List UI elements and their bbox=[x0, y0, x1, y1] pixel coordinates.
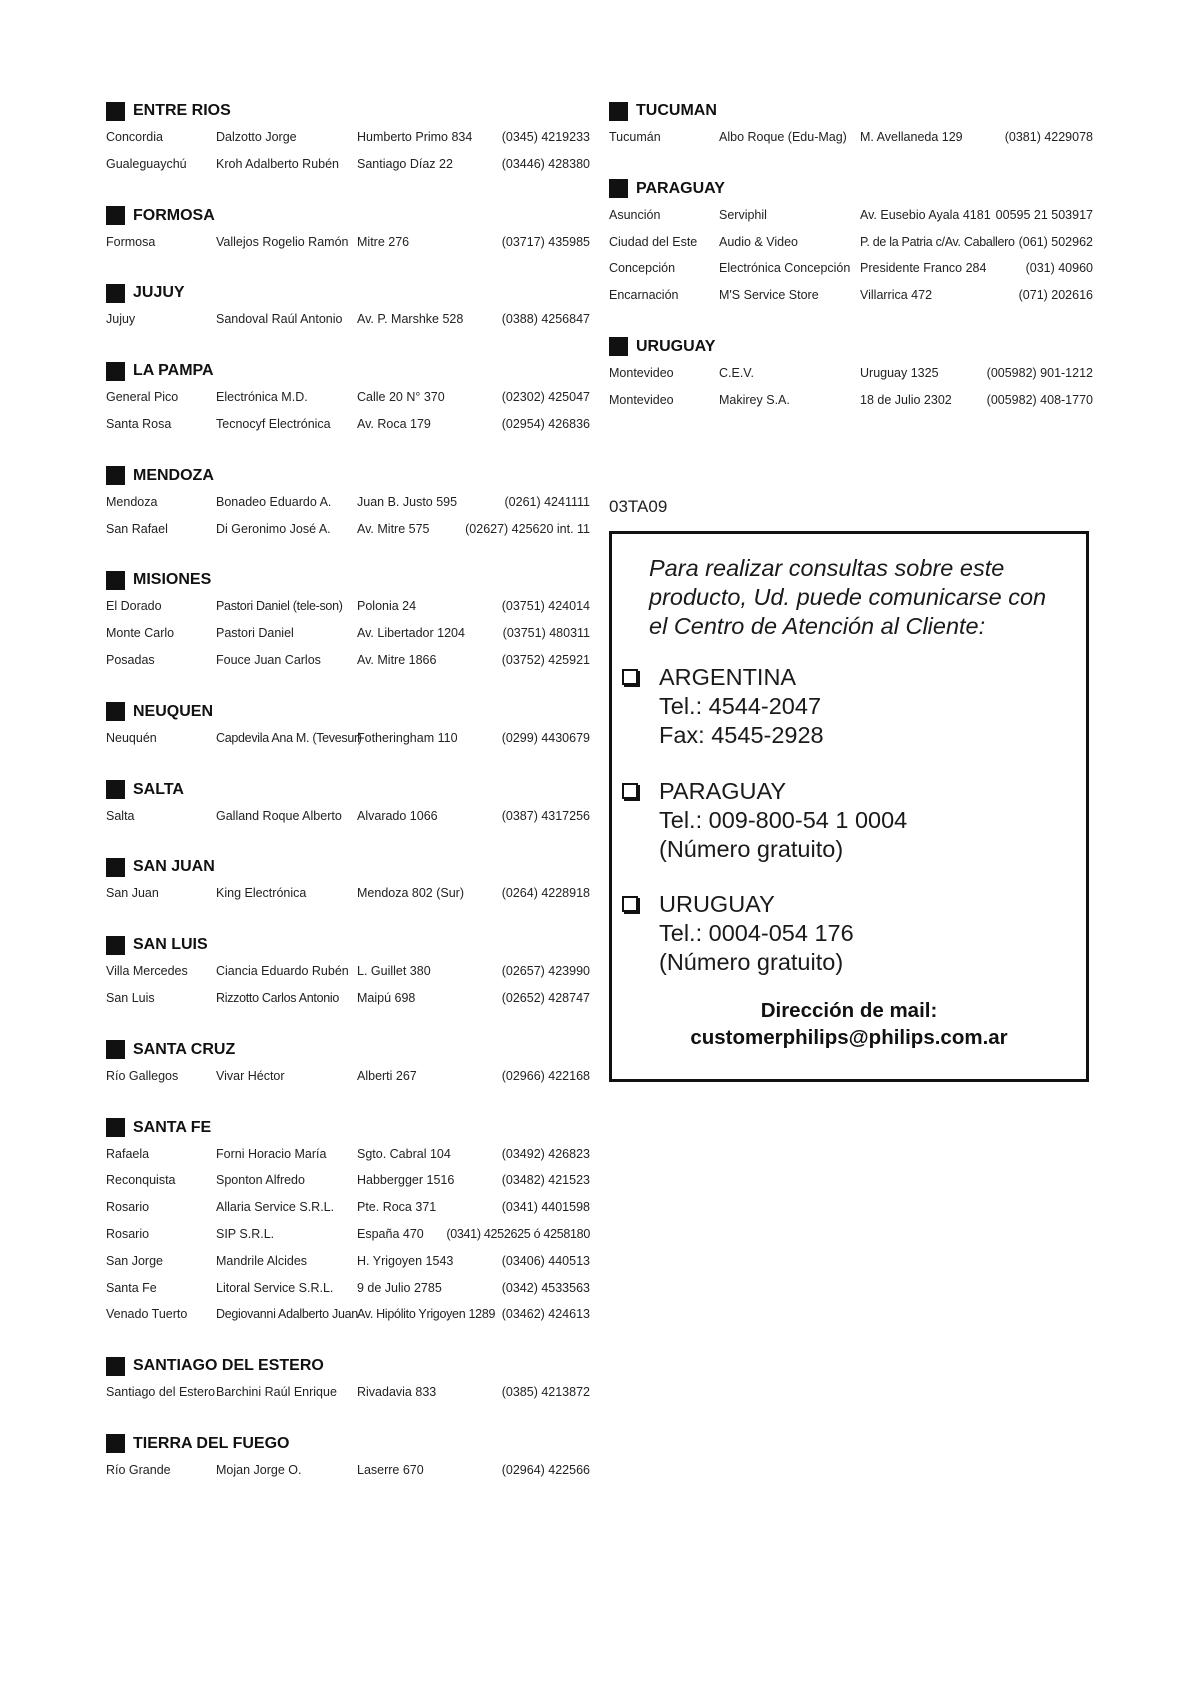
country-line1: Tel.: 0004-054 176 bbox=[659, 920, 854, 946]
square-bullet-icon bbox=[106, 206, 125, 225]
service-name: Electrónica M.D. bbox=[216, 390, 308, 405]
phone: (0264) 4228918 bbox=[501, 886, 590, 901]
section-title: TIERRA DEL FUEGO bbox=[133, 1434, 290, 1452]
section-heading bbox=[106, 934, 590, 956]
country-line1: Tel.: 4544-2047 bbox=[659, 693, 822, 719]
service-name: C.E.V. bbox=[719, 365, 754, 380]
address: Villarrica 472 bbox=[860, 288, 933, 303]
city: Rafaela bbox=[106, 1146, 150, 1161]
service-name: Electrónica Concepción bbox=[719, 261, 851, 276]
phone: (02966) 422168 bbox=[501, 1068, 590, 1083]
address: Av. Mitre 575 bbox=[357, 521, 430, 536]
phone: (03492) 426823 bbox=[501, 1146, 590, 1161]
service-row bbox=[106, 881, 590, 908]
province-section bbox=[106, 100, 590, 179]
address: Av. Libertador 1204 bbox=[357, 626, 465, 641]
square-bullet-icon bbox=[106, 1434, 125, 1453]
address: Alberti 267 bbox=[357, 1068, 417, 1083]
city: Ciudad del Este bbox=[609, 234, 698, 249]
address: Presidente Franco 284 bbox=[860, 261, 987, 276]
phone: (005982) 901-1212 bbox=[986, 365, 1093, 380]
phone: (0261) 4241111 bbox=[504, 494, 590, 509]
city: Montevideo bbox=[609, 365, 674, 380]
phone: (0299) 4430679 bbox=[501, 730, 590, 745]
square-bullet-icon bbox=[106, 702, 125, 721]
province-section bbox=[106, 1433, 590, 1485]
phone: (0388) 4256847 bbox=[501, 312, 590, 327]
service-name: Forni Horacio María bbox=[216, 1146, 327, 1161]
square-bullet-icon bbox=[106, 362, 125, 381]
service-name: Sponton Alfredo bbox=[216, 1173, 305, 1188]
square-bullet-icon bbox=[106, 780, 125, 799]
city: Asunción bbox=[609, 207, 661, 222]
service-name: M'S Service Store bbox=[719, 288, 819, 303]
service-row bbox=[106, 1249, 590, 1276]
square-bullet-icon bbox=[106, 466, 125, 485]
service-row bbox=[106, 1222, 590, 1249]
phone: (071) 202616 bbox=[1018, 288, 1093, 303]
section-title: SAN LUIS bbox=[133, 936, 208, 954]
service-row bbox=[609, 361, 1093, 388]
city: Reconquista bbox=[106, 1173, 176, 1188]
province-section bbox=[106, 856, 590, 908]
section-heading bbox=[106, 1355, 590, 1377]
section-title: SANTIAGO DEL ESTERO bbox=[133, 1357, 324, 1375]
mail-address[interactable]: customerphilips@philips.com.ar bbox=[690, 1026, 1008, 1049]
phone: (03752) 425921 bbox=[501, 652, 590, 667]
address: Calle 20 N° 370 bbox=[357, 390, 445, 405]
square-bullet-icon bbox=[106, 1040, 125, 1059]
service-row bbox=[106, 385, 590, 412]
service-row bbox=[106, 1380, 590, 1407]
city: Concepción bbox=[609, 261, 676, 276]
phone: (0342) 4533563 bbox=[501, 1280, 590, 1295]
section-heading bbox=[106, 1433, 590, 1455]
service-name: Vallejos Rogelio Ramón bbox=[216, 234, 349, 249]
phone: (0381) 4229078 bbox=[1004, 130, 1093, 144]
section-title: NEUQUEN bbox=[133, 702, 214, 720]
city: Mendoza bbox=[106, 494, 158, 509]
phone: (02302) 425047 bbox=[501, 390, 590, 405]
city: Rosario bbox=[106, 1226, 150, 1241]
address: Rivadavia 833 bbox=[357, 1385, 437, 1400]
checkbox-icon bbox=[622, 896, 638, 912]
phone: (005982) 408-1770 bbox=[986, 392, 1093, 407]
service-name: Kroh Adalberto Rubén bbox=[216, 156, 340, 171]
city: San Rafael bbox=[106, 521, 168, 536]
section-title: URUGUAY bbox=[636, 337, 716, 355]
square-bullet-icon bbox=[106, 1118, 125, 1137]
city: Gualeguaychú bbox=[106, 156, 187, 171]
mail-label: Dirección de mail: bbox=[760, 999, 938, 1022]
checkbox-icon bbox=[622, 669, 638, 685]
right-column bbox=[609, 100, 1093, 441]
service-name: King Electrónica bbox=[216, 886, 307, 901]
square-bullet-icon bbox=[106, 858, 125, 877]
service-row bbox=[106, 490, 590, 517]
city: Río Gallegos bbox=[106, 1068, 179, 1083]
section-heading bbox=[106, 779, 590, 801]
city: Tucumán bbox=[609, 130, 661, 144]
service-name: Vivar Héctor bbox=[216, 1068, 285, 1083]
city: Rosario bbox=[106, 1200, 150, 1215]
province-section bbox=[106, 205, 590, 257]
service-row bbox=[609, 203, 1093, 230]
square-bullet-icon bbox=[609, 102, 628, 121]
service-name: Pastori Daniel bbox=[216, 626, 294, 641]
address: Humberto Primo 834 bbox=[357, 130, 473, 144]
section-heading bbox=[609, 100, 1093, 122]
city: Monte Carlo bbox=[106, 626, 175, 641]
service-name: Capdevila Ana M. (Tevesur) bbox=[216, 730, 362, 745]
service-row bbox=[106, 412, 590, 439]
service-name: Fouce Juan Carlos bbox=[216, 652, 321, 667]
phone: (03462) 424613 bbox=[501, 1307, 590, 1322]
city: Villa Mercedes bbox=[106, 964, 188, 979]
service-row bbox=[609, 283, 1093, 310]
country-name: PARAGUAY bbox=[659, 778, 787, 804]
address: Av. P. Marshke 528 bbox=[357, 312, 464, 327]
address: Alvarado 1066 bbox=[357, 808, 438, 823]
province-section bbox=[106, 282, 590, 334]
city: Formosa bbox=[106, 234, 156, 249]
service-row bbox=[106, 726, 590, 753]
section-title: JUJUY bbox=[133, 284, 185, 302]
service-name: Dalzotto Jorge bbox=[216, 130, 297, 144]
section-title: TUCUMAN bbox=[636, 102, 717, 119]
city: Jujuy bbox=[106, 312, 136, 327]
service-name: Mandrile Alcides bbox=[216, 1253, 308, 1268]
section-heading bbox=[106, 856, 590, 878]
phone: (03751) 424014 bbox=[501, 599, 590, 614]
section-heading bbox=[106, 360, 590, 382]
phone: (031) 40960 bbox=[1025, 261, 1093, 276]
service-row bbox=[609, 388, 1093, 415]
section-title: SANTA FE bbox=[133, 1118, 212, 1136]
phone: (02954) 426836 bbox=[501, 416, 590, 431]
address: Mendoza 802 (Sur) bbox=[357, 886, 465, 901]
address: 18 de Julio 2302 bbox=[860, 392, 952, 407]
address: P. de la Patria c/Av. Caballero bbox=[860, 234, 1015, 249]
phone: (061) 502962 bbox=[1018, 234, 1093, 249]
section-heading bbox=[609, 178, 1093, 200]
service-name: Bonadeo Eduardo A. bbox=[216, 494, 332, 509]
address: H. Yrigoyen 1543 bbox=[357, 1253, 454, 1268]
phone: (0341) 4252625 ó 4258180 bbox=[446, 1226, 590, 1241]
address: M. Avellaneda 129 bbox=[860, 130, 963, 144]
service-row bbox=[106, 1168, 590, 1195]
section-heading bbox=[106, 569, 590, 591]
phone: (02657) 423990 bbox=[501, 964, 590, 979]
service-name: Degiovanni Adalberto Juan bbox=[216, 1307, 358, 1322]
service-name: Allaria Service S.R.L. bbox=[216, 1200, 335, 1215]
address: Av. Hipólito Yrigoyen 1289 bbox=[357, 1307, 496, 1322]
province-section bbox=[106, 1355, 590, 1407]
city: Concordia bbox=[106, 130, 163, 144]
address: Uruguay 1325 bbox=[860, 365, 939, 380]
address: Polonia 24 bbox=[357, 599, 417, 614]
phone: (02627) 425620 int. 11 bbox=[465, 521, 590, 536]
service-row bbox=[609, 256, 1093, 283]
square-bullet-icon bbox=[106, 1357, 125, 1376]
section-title: ENTRE RIOS bbox=[133, 102, 231, 119]
service-name: Sandoval Raúl Antonio bbox=[216, 312, 343, 327]
document-code: 03TA09 bbox=[609, 497, 668, 516]
section-title: MENDOZA bbox=[133, 466, 214, 484]
phone: 00595 21 503917 bbox=[995, 207, 1093, 222]
city: Salta bbox=[106, 808, 135, 823]
section-heading bbox=[106, 100, 590, 122]
province-section bbox=[106, 701, 590, 753]
province-section bbox=[106, 360, 590, 439]
province-section bbox=[106, 934, 590, 1013]
province-section bbox=[106, 1039, 590, 1091]
province-section bbox=[609, 100, 1093, 152]
phone: (03717) 435985 bbox=[501, 234, 590, 249]
section-title: MISIONES bbox=[133, 571, 212, 589]
service-name: Tecnocyf Electrónica bbox=[216, 416, 331, 431]
section-title: SALTA bbox=[133, 780, 184, 798]
city: San Jorge bbox=[106, 1253, 163, 1268]
section-title: PARAGUAY bbox=[636, 179, 725, 197]
country-name: URUGUAY bbox=[659, 891, 775, 917]
city: San Juan bbox=[106, 886, 159, 901]
service-row bbox=[106, 1064, 590, 1091]
section-heading bbox=[106, 282, 590, 304]
section-heading bbox=[106, 205, 590, 227]
phone: (03751) 480311 bbox=[502, 626, 590, 641]
country-line2: (Número gratuito) bbox=[659, 836, 844, 862]
service-row bbox=[106, 1142, 590, 1169]
phone: (03406) 440513 bbox=[501, 1253, 590, 1268]
address: Av. Mitre 1866 bbox=[357, 652, 437, 667]
phone: (0385) 4213872 bbox=[501, 1385, 590, 1400]
address: España 470 bbox=[357, 1226, 424, 1241]
section-title: FORMOSA bbox=[133, 206, 215, 224]
address: Fotheringham 110 bbox=[357, 730, 458, 745]
phone: (02652) 428747 bbox=[501, 990, 590, 1005]
service-row bbox=[106, 594, 590, 621]
service-name: Litoral Service S.R.L. bbox=[216, 1280, 334, 1295]
address: Sgto. Cabral 104 bbox=[357, 1146, 451, 1161]
city: General Pico bbox=[106, 390, 179, 405]
service-row bbox=[106, 125, 590, 152]
address: Laserre 670 bbox=[357, 1462, 424, 1477]
service-row bbox=[106, 804, 590, 831]
section-title: SAN JUAN bbox=[133, 858, 215, 876]
service-row bbox=[106, 1276, 590, 1303]
address: Av. Roca 179 bbox=[357, 416, 431, 431]
service-name: SIP S.R.L. bbox=[216, 1226, 275, 1241]
country-name: ARGENTINA bbox=[659, 664, 797, 690]
address: Av. Eusebio Ayala 4181 bbox=[860, 207, 991, 222]
address: Mitre 276 bbox=[357, 234, 410, 249]
city: Neuquén bbox=[106, 730, 157, 745]
city: San Luis bbox=[106, 990, 155, 1005]
phone: (0387) 4317256 bbox=[501, 808, 590, 823]
square-bullet-icon bbox=[609, 337, 628, 356]
service-name: Audio & Video bbox=[719, 234, 798, 249]
section-heading bbox=[106, 701, 590, 723]
city: Montevideo bbox=[609, 392, 674, 407]
phone: (03482) 421523 bbox=[501, 1173, 590, 1188]
section-heading bbox=[106, 1117, 590, 1139]
service-name: Pastori Daniel (tele-son) bbox=[216, 599, 343, 614]
city: Venado Tuerto bbox=[106, 1307, 188, 1322]
section-heading bbox=[106, 465, 590, 487]
province-section bbox=[609, 336, 1093, 415]
province-section bbox=[106, 569, 590, 674]
service-row bbox=[106, 1302, 590, 1329]
address: Pte. Roca 371 bbox=[357, 1200, 437, 1215]
checkbox-icon bbox=[622, 783, 638, 799]
square-bullet-icon bbox=[106, 102, 125, 121]
phone: (03446) 428380 bbox=[501, 156, 590, 171]
service-name: Serviphil bbox=[719, 207, 767, 222]
phone: (0345) 4219233 bbox=[501, 130, 590, 144]
address: 9 de Julio 2785 bbox=[357, 1280, 442, 1295]
city: Santa Rosa bbox=[106, 416, 172, 431]
mail-block bbox=[612, 997, 1086, 1051]
address: Juan B. Justo 595 bbox=[357, 494, 458, 509]
service-name: Di Geronimo José A. bbox=[216, 521, 331, 536]
address: Santiago Díaz 22 bbox=[357, 156, 453, 171]
service-row bbox=[106, 648, 590, 675]
service-row bbox=[106, 517, 590, 544]
service-name: Ciancia Eduardo Rubén bbox=[216, 964, 349, 979]
address: L. Guillet 380 bbox=[357, 964, 431, 979]
country-line2: (Número gratuito) bbox=[659, 949, 844, 975]
city: El Dorado bbox=[106, 599, 162, 614]
contact-intro: Para realizar consultas sobre este producto, Ud. puede comunicarse con el Centro de Atención al Cliente: bbox=[649, 555, 1047, 639]
service-row bbox=[106, 307, 590, 334]
service-name: Makirey S.A. bbox=[719, 392, 790, 407]
province-section bbox=[609, 178, 1093, 310]
service-name: Mojan Jorge O. bbox=[216, 1462, 302, 1477]
address: Maipú 698 bbox=[357, 990, 416, 1005]
city: Santa Fe bbox=[106, 1280, 157, 1295]
country-line2: Fax: 4545-2928 bbox=[659, 722, 824, 748]
service-row bbox=[106, 230, 590, 257]
service-row bbox=[106, 959, 590, 986]
left-column bbox=[106, 100, 590, 1511]
square-bullet-icon bbox=[106, 571, 125, 590]
address: Habbergger 1516 bbox=[357, 1173, 455, 1188]
city: Encarnación bbox=[609, 288, 679, 303]
service-row bbox=[106, 1195, 590, 1222]
customer-service-box bbox=[609, 531, 1089, 1082]
phone: (0341) 4401598 bbox=[501, 1200, 590, 1215]
service-name: Barchini Raúl Enrique bbox=[216, 1385, 337, 1400]
phone: (02964) 422566 bbox=[501, 1462, 590, 1477]
square-bullet-icon bbox=[106, 284, 125, 303]
section-heading bbox=[106, 1039, 590, 1061]
section-heading bbox=[609, 336, 1093, 358]
section-title: SANTA CRUZ bbox=[133, 1040, 236, 1058]
square-bullet-icon bbox=[106, 936, 125, 955]
province-section bbox=[106, 1117, 590, 1330]
province-section bbox=[106, 779, 590, 831]
service-name: Galland Roque Alberto bbox=[216, 808, 342, 823]
city: Río Grande bbox=[106, 1462, 171, 1477]
country-line1: Tel.: 009-800-54 1 0004 bbox=[659, 807, 908, 833]
section-title: LA PAMPA bbox=[133, 362, 214, 380]
service-row bbox=[106, 621, 590, 648]
square-bullet-icon bbox=[609, 179, 628, 198]
service-name: Rizzotto Carlos Antonio bbox=[216, 990, 340, 1005]
service-row bbox=[609, 125, 1093, 152]
province-section bbox=[106, 465, 590, 544]
service-row bbox=[106, 986, 590, 1013]
service-name: Albo Roque (Edu-Mag) bbox=[719, 130, 847, 144]
city: Posadas bbox=[106, 652, 155, 667]
service-row bbox=[106, 152, 590, 179]
service-row bbox=[609, 230, 1093, 257]
service-row bbox=[106, 1458, 590, 1485]
city: Santiago del Estero bbox=[106, 1385, 216, 1400]
